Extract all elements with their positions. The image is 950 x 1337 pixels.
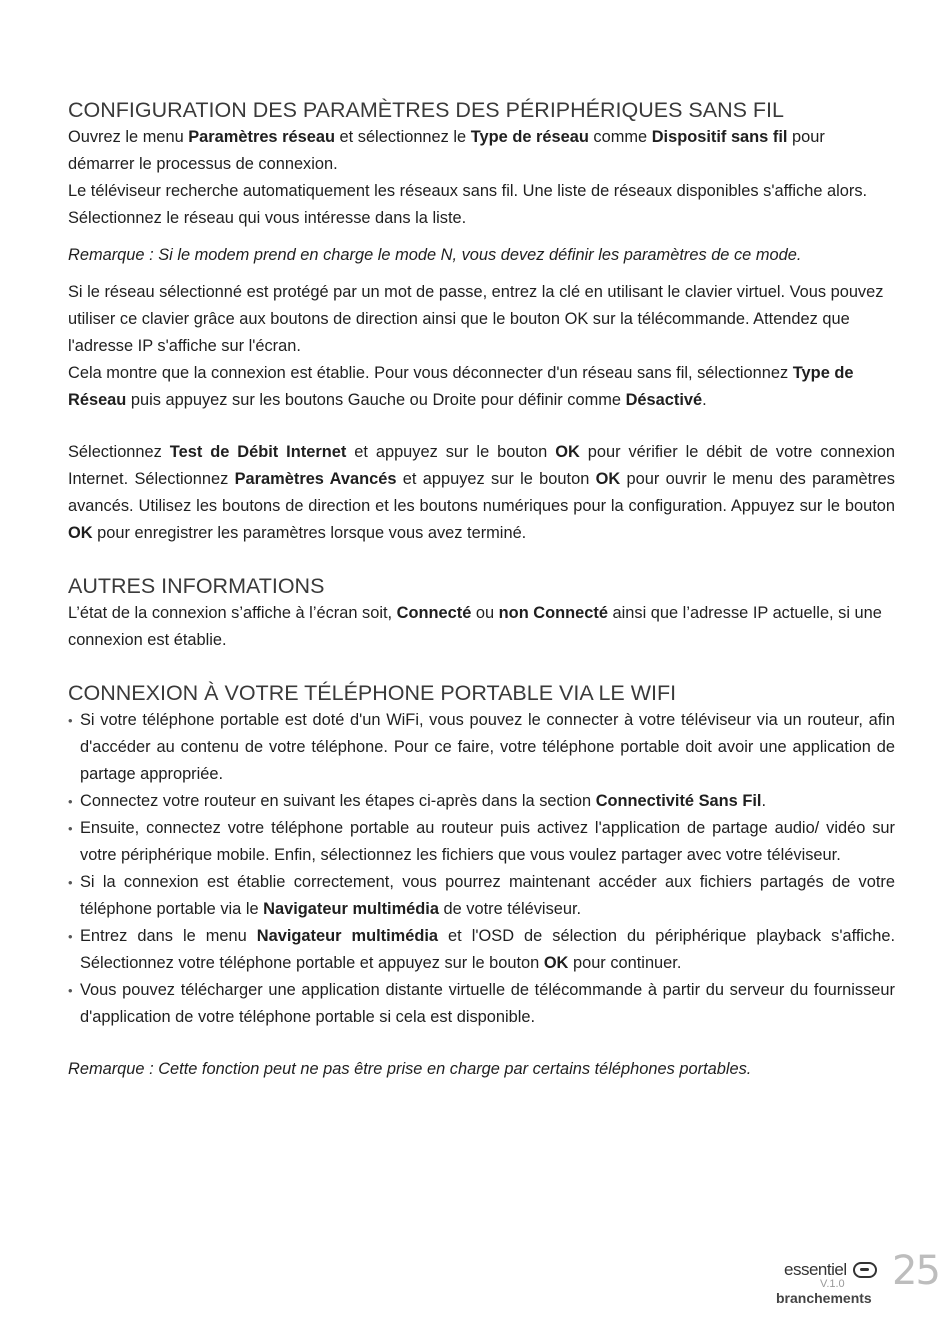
brand-logo-icon (853, 1262, 877, 1278)
section-heading-wireless-config: CONFIGURATION DES PARAMÈTRES DES PÉRIPHÉRIQUES SANS FIL (68, 98, 784, 122)
page-content (68, 96, 895, 1083)
section-label: branchements (776, 1290, 872, 1306)
paragraph: Sélectionnez Test de Débit Internet et appuyez sur le bouton OK pour vérifier le débit de votre connexion Internet. Sélectionnez Paramètres Avancés et appuyez sur le bouton OK pour ouvrir le menu des paramètres avancés. Utilisez les boutons de direction et les boutons numériques pour la configuration. Appuyez sur le bouton OK pour enregistrer les paramètres lorsque vous avez terminé. (68, 443, 896, 542)
brand-name: essentiel (784, 1260, 847, 1279)
paragraph: Si le réseau sélectionné est protégé par un mot de passe, entrez la clé en utilisant le clavier virtuel. Vous pouvez utiliser ce clavier grâce aux boutons de direction ainsi que le bouton OK sur la télécommande. Attendez que l'adresse IP s'affiche sur l'écran. (68, 283, 884, 355)
page-number: 25 (892, 1248, 939, 1294)
list-item: • Connectez votre routeur en suivant les étapes ci-après dans la section Connectivité Sans Fil. (68, 788, 895, 815)
list-item: • Entrez dans le menu Navigateur multimédia et l'OSD de sélection du périphérique playback s'affiche. Sélectionnez votre téléphone portable et appuyez sur le bouton OK pour continuer. (68, 923, 895, 977)
section-heading-other-info: AUTRES INFORMATIONS (68, 574, 325, 598)
paragraph: L’état de la connexion s’affiche à l’écran soit, Connecté ou non Connecté ainsi que l’adresse IP actuelle, si une connexion est établie. (68, 604, 882, 649)
paragraph: Le téléviseur recherche automatiquement les réseaux sans fil. Une liste de réseaux disponibles s'affiche alors. Sélectionnez le réseau qui vous intéresse dans la liste. (68, 182, 868, 227)
paragraph: Cela montre que la connexion est établie. Pour vous déconnecter d'un réseau sans fil, sélectionnez Type de Réseau puis appuyez sur les boutons Gauche ou Droite pour définir comme Désactivé. (68, 364, 854, 409)
section-heading-phone-wifi: CONNEXION À VOTRE TÉLÉPHONE PORTABLE VIA LE WIFI (68, 681, 677, 705)
paragraph: Ouvrez le menu Paramètres réseau et sélectionnez le Type de réseau comme Dispositif sans fil pour démarrer le processus de connexion. (68, 128, 825, 173)
list-item: • Si votre téléphone portable est doté d'un WiFi, vous pouvez le connecter à votre téléviseur via un routeur, afin d'accéder au contenu de votre téléphone. Pour ce faire, votre téléphone portable doit avoir une application de partage appropriée. (68, 707, 895, 788)
list-item: • Ensuite, connectez votre téléphone portable au routeur puis activez l'application de partage audio/ vidéo sur votre périphérique mobile. Enfin, sélectionnez les fichiers que vous voulez partager avec votre téléviseur. (68, 815, 895, 869)
version-label: V.1.0 (820, 1278, 845, 1290)
bullet-list (68, 707, 895, 1031)
list-item: • Vous pouvez télécharger une application distante virtuelle de télécommande à partir du serveur du fournisseur d'application de votre téléphone portable si cela est disponible. (68, 977, 895, 1031)
page-footer (770, 1248, 940, 1312)
note: Remarque : Si le modem prend en charge le mode N, vous devez définir les paramètres de ce mode. (68, 246, 802, 264)
note: Remarque : Cette fonction peut ne pas être prise en charge par certains téléphones portables. (68, 1060, 752, 1078)
list-item: • Si la connexion est établie correctement, vous pourrez maintenant accéder aux fichiers partagés de votre téléphone portable via le Navigateur multimédia de votre téléviseur. (68, 869, 895, 923)
